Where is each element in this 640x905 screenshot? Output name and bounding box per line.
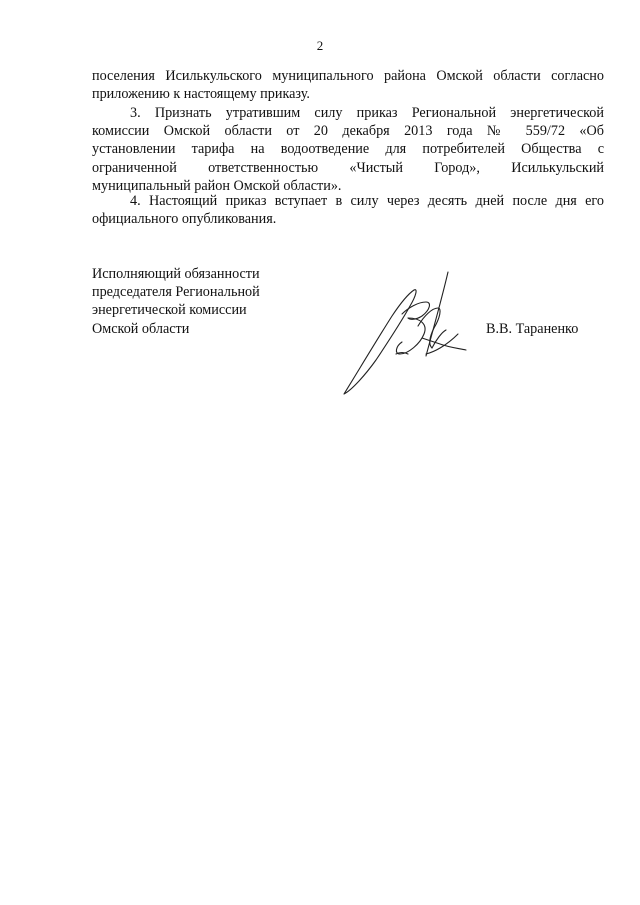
signatory-position-line: Омской области (92, 320, 190, 337)
handwritten-signature (330, 268, 480, 408)
text-line: поселения Исилькульского муниципального района Омской области согласно (92, 68, 604, 84)
text-line: приложению к настоящему приказу. (92, 86, 310, 103)
signatory-position-line: энергетической комиссии (92, 302, 247, 319)
text-line: 3. Признать утратившим силу приказ Региональной энергетической (130, 105, 604, 121)
text-line: муниципальный район Омской области». (92, 177, 342, 194)
signatory-position-line: Исполняющий обязанности (92, 266, 260, 282)
text-line: 4. Настоящий приказ вступает в силу через десять дней после дня его (130, 193, 604, 209)
text-line: ограниченной ответственностью «Чистый Город», Исилькульский (92, 159, 604, 176)
text-line: установлении тарифа на водоотведение для потребителей Общества с (92, 141, 604, 158)
signatory-position (92, 265, 260, 338)
paragraph-4 (92, 192, 604, 228)
page-number: 2 (316, 38, 324, 53)
paragraph-3 (92, 104, 604, 195)
text-line: официального опубликования. (92, 211, 277, 228)
paragraph-continuation (92, 67, 604, 103)
signatory-name: В.В. Тараненко (486, 321, 579, 337)
signatory-position-line: председателя Региональной (92, 284, 260, 301)
text-line: комиссии Омской области от 20 декабря 2013 года № 559/72 «Об (92, 123, 604, 140)
